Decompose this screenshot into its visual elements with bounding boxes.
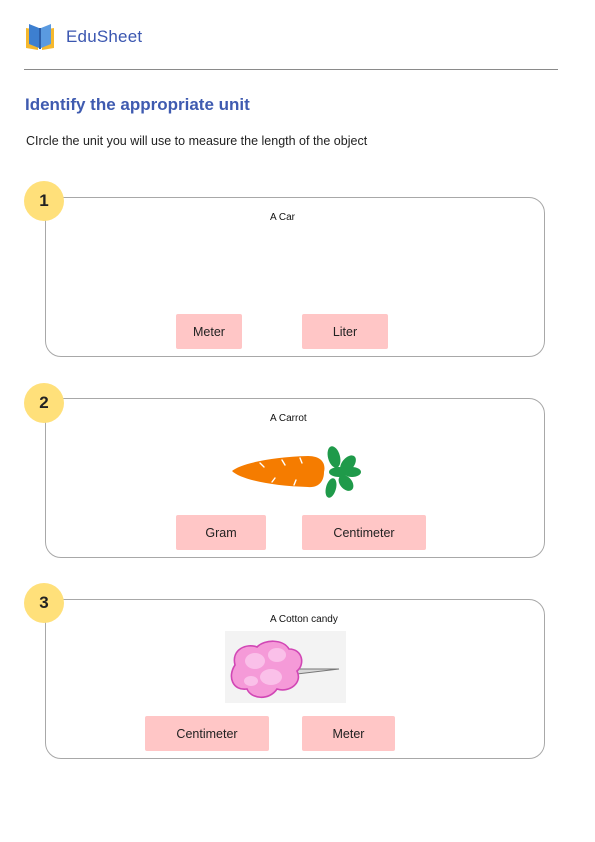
question-card (45, 197, 545, 357)
option-button[interactable]: Meter (302, 716, 395, 751)
question-number-badge: 3 (24, 583, 64, 623)
brand-name: EduSheet (66, 27, 143, 46)
cotton-candy-icon (225, 631, 346, 703)
header-divider (24, 69, 558, 70)
carrot-icon (230, 442, 364, 502)
option-button[interactable]: Centimeter (145, 716, 269, 751)
option-button[interactable]: Liter (302, 314, 388, 349)
question-number-badge: 2 (24, 383, 64, 423)
object-label: A Car (270, 212, 296, 223)
question-card (45, 599, 545, 759)
worksheet-instruction: CIrcle the unit you will use to measure the length of the object (26, 134, 368, 148)
option-button[interactable]: Gram (176, 515, 266, 550)
object-label: A Carrot (270, 413, 307, 424)
worksheet-title: Identify the appropriate unit (25, 95, 250, 114)
question-number-badge: 1 (24, 181, 64, 221)
open-book-icon (24, 22, 56, 52)
header (24, 20, 142, 54)
question-card (45, 398, 545, 558)
option-button[interactable]: Meter (176, 314, 242, 349)
option-button[interactable]: Centimeter (302, 515, 426, 550)
object-label: A Cotton candy (270, 614, 338, 625)
